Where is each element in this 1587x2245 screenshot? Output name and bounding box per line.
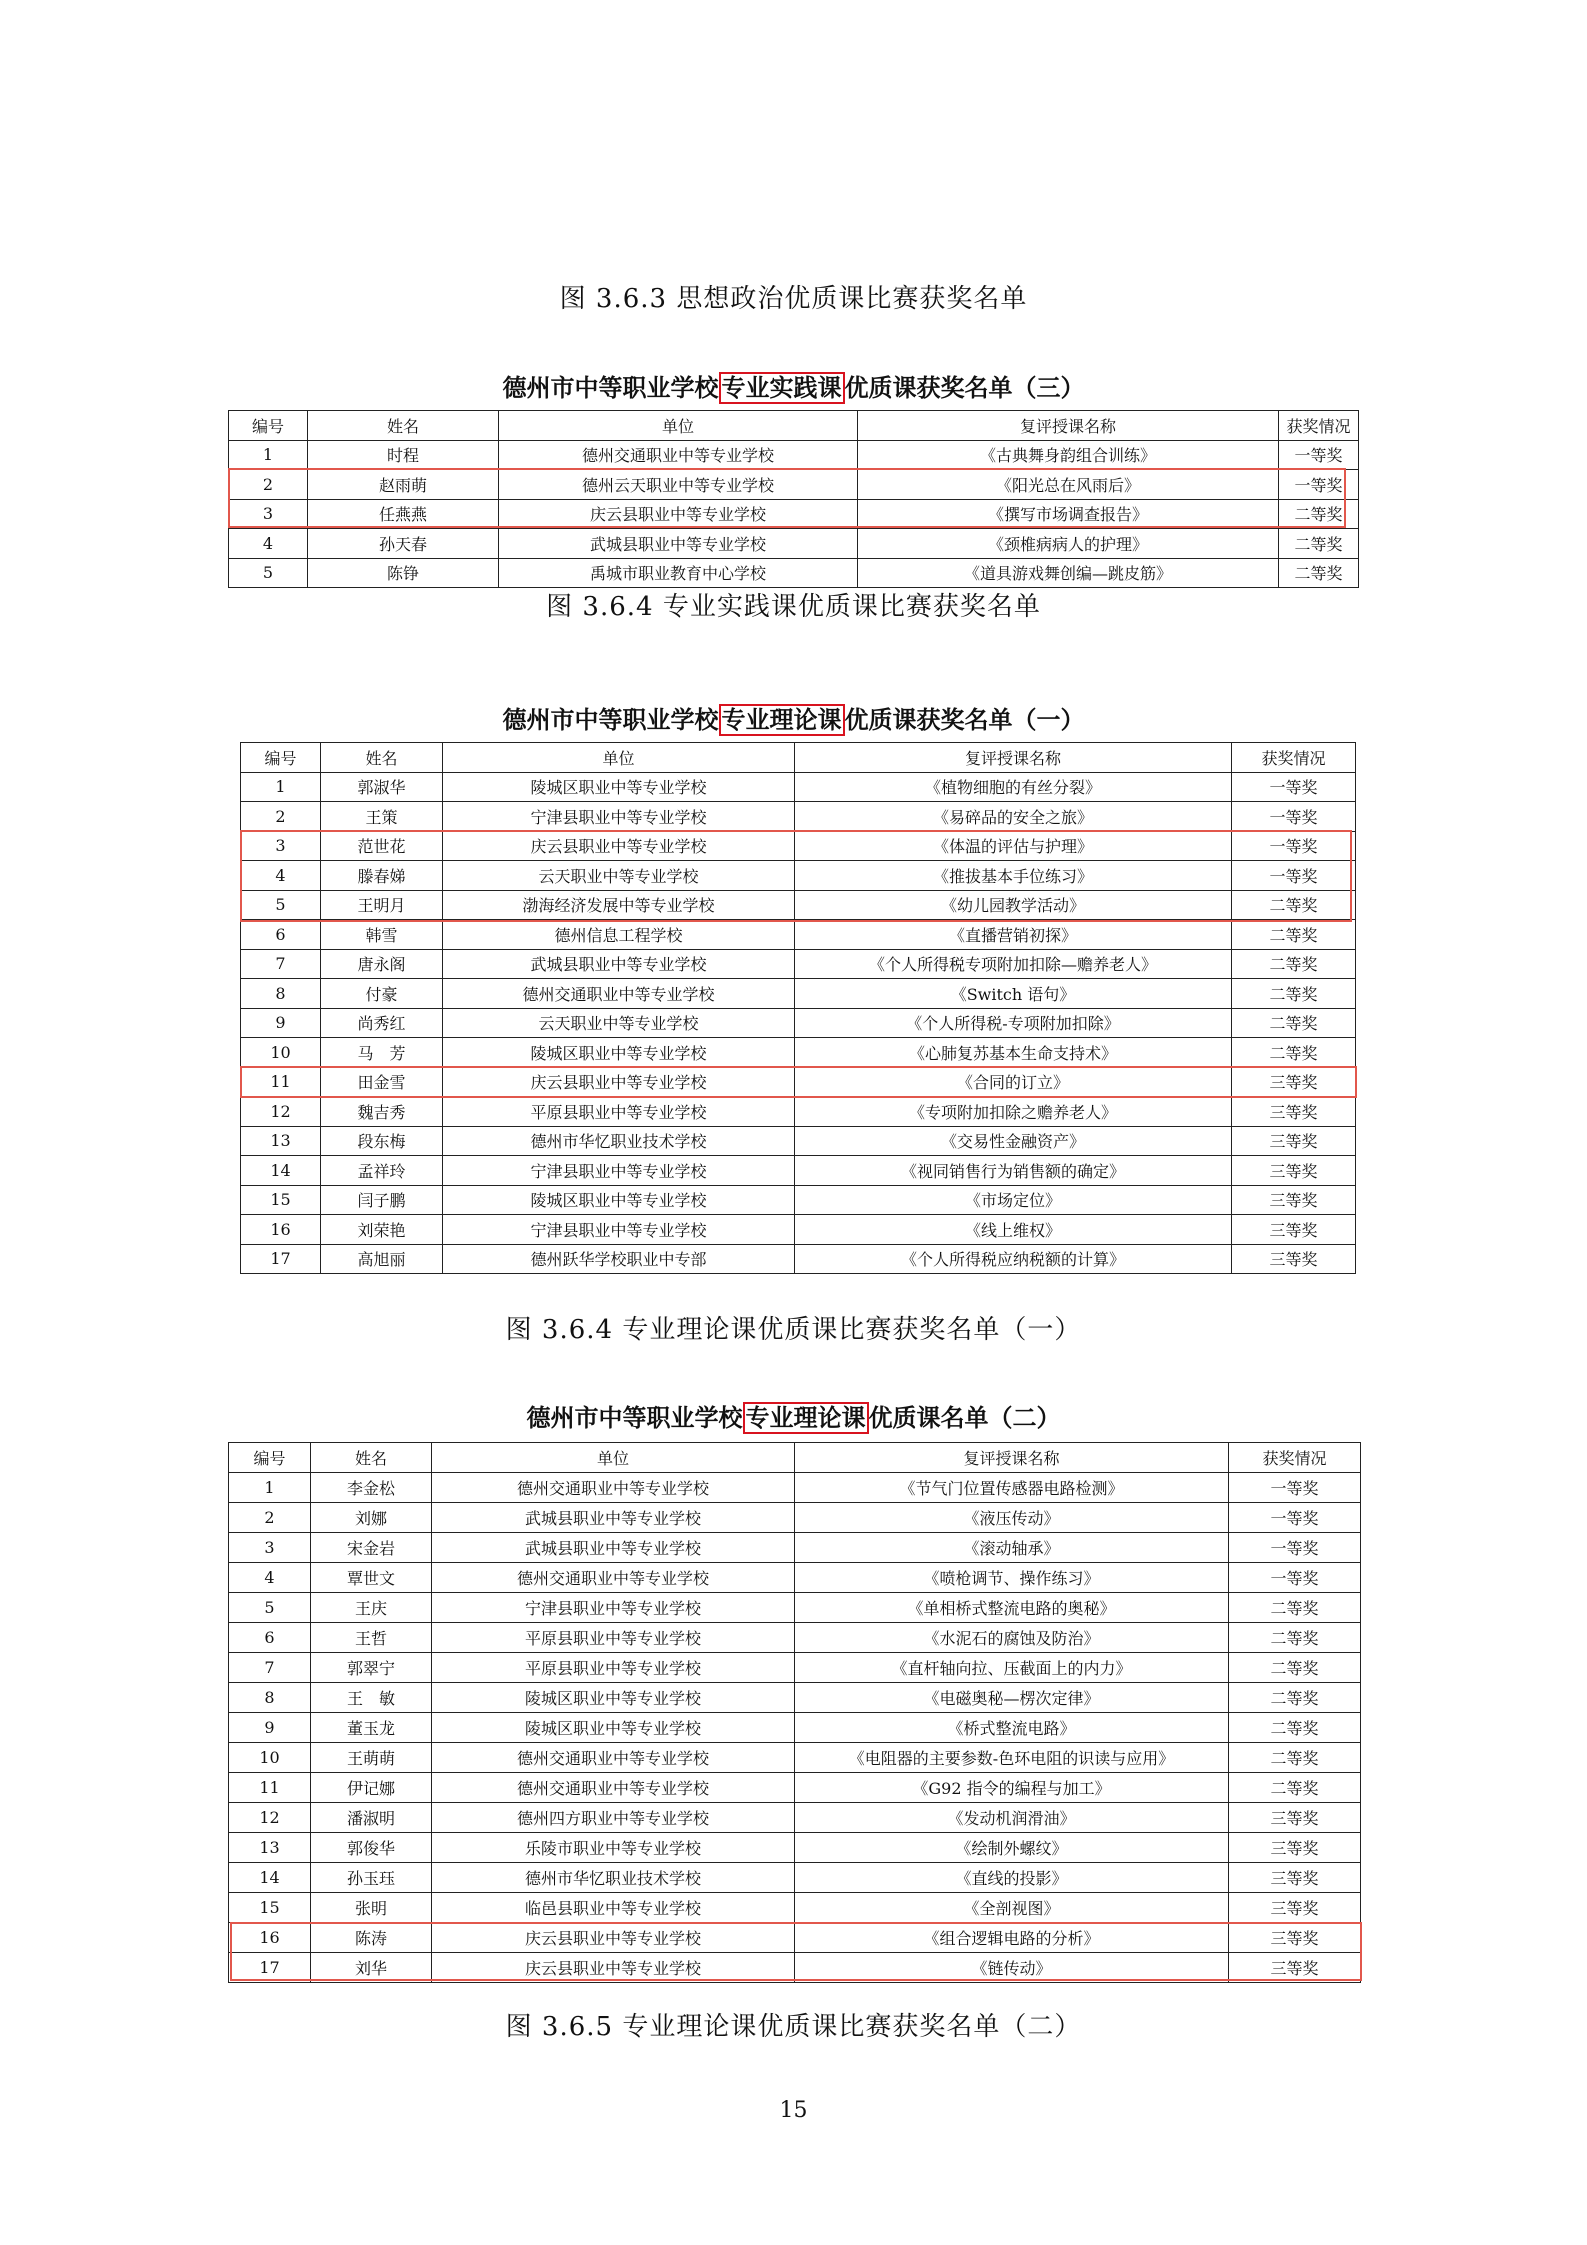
table2-title-post: 优质课获奖名单（一） — [844, 706, 1085, 734]
cell-school: 平原县职业中等专业学校 — [443, 1097, 795, 1127]
cell-award: 三等奖 — [1232, 1097, 1356, 1127]
cell-course: 《链传动》 — [795, 1953, 1229, 1983]
table1-title — [0, 368, 1587, 403]
cell-name: 马 芳 — [321, 1038, 443, 1068]
header-no: 编号 — [229, 1443, 311, 1473]
cell-school: 庆云县职业中等专业学校 — [432, 1923, 795, 1953]
cell-name: 张明 — [311, 1893, 432, 1923]
cell-course: 《植物细胞的有丝分裂》 — [795, 772, 1232, 802]
cell-award: 二等奖 — [1229, 1683, 1361, 1713]
cell-name: 唐永阁 — [321, 949, 443, 979]
cell-school: 德州交通职业中等专业学校 — [443, 979, 795, 1009]
cell-school: 临邑县职业中等专业学校 — [432, 1893, 795, 1923]
cell-award: 二等奖 — [1232, 979, 1356, 1009]
cell-no: 9 — [229, 1713, 311, 1743]
table-row — [229, 1863, 1361, 1893]
cell-course: 《Switch 语句》 — [795, 979, 1232, 1009]
cell-school: 陵城区职业中等专业学校 — [432, 1683, 795, 1713]
table2-header-row — [241, 743, 1356, 773]
cell-no: 4 — [229, 1563, 311, 1593]
cell-award: 二等奖 — [1229, 1593, 1361, 1623]
cell-course: 《桥式整流电路》 — [795, 1713, 1229, 1743]
table-row — [229, 1593, 1361, 1623]
cell-award: 三等奖 — [1232, 1156, 1356, 1186]
table3-title — [0, 1398, 1587, 1433]
cell-school: 云天职业中等专业学校 — [443, 1008, 795, 1038]
cell-school: 武城县职业中等专业学校 — [443, 949, 795, 979]
cell-course: 《专项附加扣除之赡养老人》 — [795, 1097, 1232, 1127]
table-row — [241, 1097, 1356, 1127]
cell-name: 王策 — [321, 802, 443, 832]
cell-name: 韩雪 — [321, 920, 443, 950]
cell-school: 乐陵市职业中等专业学校 — [432, 1833, 795, 1863]
cell-school: 陵城区职业中等专业学校 — [443, 1185, 795, 1215]
table-row — [241, 1244, 1356, 1274]
header-course: 复评授课名称 — [795, 1443, 1229, 1473]
cell-course: 《个人所得税-专项附加扣除》 — [795, 1008, 1232, 1038]
cell-school: 德州信息工程学校 — [443, 920, 795, 950]
cell-award: 二等奖 — [1232, 890, 1356, 920]
cell-school: 庆云县职业中等专业学校 — [499, 499, 858, 529]
cell-no: 8 — [241, 979, 321, 1009]
cell-name: 刘华 — [311, 1953, 432, 1983]
cell-course: 《视同销售行为销售额的确定》 — [795, 1156, 1232, 1186]
cell-school: 德州交通职业中等专业学校 — [432, 1773, 795, 1803]
cell-no: 5 — [229, 558, 308, 588]
caption-fig-3-6-3: 图 3.6.3 思想政治优质课比赛获奖名单 — [559, 284, 1028, 314]
table-row — [229, 1683, 1361, 1713]
cell-name: 孙玉珏 — [311, 1863, 432, 1893]
cell-course: 《撰写市场调查报告》 — [858, 499, 1279, 529]
cell-no: 16 — [241, 1215, 321, 1245]
table1-rows-highlight-box — [228, 468, 1346, 528]
caption-fig-3-6-5: 图 3.6.5 专业理论课优质课比赛获奖名单（二） — [505, 2012, 1082, 2042]
cell-school: 庆云县职业中等专业学校 — [443, 1067, 795, 1097]
cell-name: 范世花 — [321, 831, 443, 861]
table3-title-pre: 德州市中等职业学校 — [526, 1404, 743, 1432]
table2-title-highlight: 专业理论课 — [719, 704, 845, 736]
cell-course: 《液压传动》 — [795, 1503, 1229, 1533]
cell-course: 《直线的投影》 — [795, 1863, 1229, 1893]
cell-name: 孟祥玲 — [321, 1156, 443, 1186]
cell-name: 郭俊华 — [311, 1833, 432, 1863]
cell-school: 陵城区职业中等专业学校 — [443, 772, 795, 802]
cell-name: 高旭丽 — [321, 1244, 443, 1274]
table-row — [241, 1126, 1356, 1156]
header-name: 姓名 — [308, 411, 499, 441]
header-name: 姓名 — [311, 1443, 432, 1473]
cell-name: 付豪 — [321, 979, 443, 1009]
cell-award: 二等奖 — [1232, 1008, 1356, 1038]
cell-award: 一等奖 — [1279, 470, 1359, 500]
page-number: 15 — [779, 2098, 808, 2123]
table-row — [229, 1803, 1361, 1833]
cell-no: 17 — [241, 1244, 321, 1274]
cell-name: 陈涛 — [311, 1923, 432, 1953]
cell-no: 17 — [229, 1953, 311, 1983]
cell-course: 《全剖视图》 — [795, 1893, 1229, 1923]
table2-row-11-highlight-box — [240, 1066, 1357, 1098]
table2-title-pre: 德州市中等职业学校 — [502, 706, 719, 734]
cell-course: 《幼儿园教学活动》 — [795, 890, 1232, 920]
cell-school: 平原县职业中等专业学校 — [432, 1623, 795, 1653]
cell-no: 14 — [241, 1156, 321, 1186]
cell-no: 3 — [229, 1533, 311, 1563]
cell-award: 一等奖 — [1229, 1473, 1361, 1503]
cell-name: 王庆 — [311, 1593, 432, 1623]
cell-name: 李金松 — [311, 1473, 432, 1503]
table-row — [241, 1038, 1356, 1068]
cell-award: 三等奖 — [1229, 1893, 1361, 1923]
cell-award: 二等奖 — [1229, 1623, 1361, 1653]
table-row — [229, 529, 1359, 559]
header-award: 获奖情况 — [1279, 411, 1359, 441]
cell-no: 9 — [241, 1008, 321, 1038]
table3-rows-16-17-highlight-box — [230, 1922, 1362, 1981]
cell-name: 孙天春 — [308, 529, 499, 559]
table-row — [229, 1473, 1361, 1503]
cell-award: 二等奖 — [1232, 949, 1356, 979]
cell-school: 陵城区职业中等专业学校 — [443, 1038, 795, 1068]
table2 — [240, 742, 1356, 1274]
cell-school: 宁津县职业中等专业学校 — [443, 802, 795, 832]
cell-name: 王哲 — [311, 1623, 432, 1653]
cell-award: 三等奖 — [1232, 1126, 1356, 1156]
cell-award: 一等奖 — [1232, 802, 1356, 832]
cell-school: 德州交通职业中等专业学校 — [499, 440, 858, 470]
table-row — [241, 1215, 1356, 1245]
cell-award: 二等奖 — [1229, 1773, 1361, 1803]
table-row — [241, 1156, 1356, 1186]
cell-award: 一等奖 — [1232, 861, 1356, 891]
cell-school: 庆云县职业中等专业学校 — [443, 831, 795, 861]
cell-name: 田金雪 — [321, 1067, 443, 1097]
cell-award: 一等奖 — [1229, 1533, 1361, 1563]
cell-no: 10 — [241, 1038, 321, 1068]
cell-no: 16 — [229, 1923, 311, 1953]
cell-award: 二等奖 — [1279, 499, 1359, 529]
cell-course: 《单相桥式整流电路的奥秘》 — [795, 1593, 1229, 1623]
cell-school: 宁津县职业中等专业学校 — [432, 1593, 795, 1623]
table-row — [241, 772, 1356, 802]
cell-name: 刘荣艳 — [321, 1215, 443, 1245]
header-no: 编号 — [241, 743, 321, 773]
cell-school: 德州云天职业中等专业学校 — [499, 470, 858, 500]
cell-name: 闫子鹏 — [321, 1185, 443, 1215]
cell-no: 7 — [241, 949, 321, 979]
cell-course: 《交易性金融资产》 — [795, 1126, 1232, 1156]
table-row — [229, 558, 1359, 588]
cell-school: 德州交通职业中等专业学校 — [432, 1743, 795, 1773]
table-row — [229, 1503, 1361, 1533]
cell-award: 二等奖 — [1232, 920, 1356, 950]
cell-course: 《体温的评估与护理》 — [795, 831, 1232, 861]
cell-award: 三等奖 — [1229, 1923, 1361, 1953]
cell-no: 13 — [241, 1126, 321, 1156]
cell-award: 三等奖 — [1232, 1244, 1356, 1274]
table2-rows-3-5-highlight-box — [240, 830, 1352, 922]
cell-course: 《个人所得税应纳税额的计算》 — [795, 1244, 1232, 1274]
cell-award: 三等奖 — [1232, 1067, 1356, 1097]
cell-school: 德州交通职业中等专业学校 — [432, 1473, 795, 1503]
cell-no: 5 — [241, 890, 321, 920]
cell-no: 15 — [229, 1893, 311, 1923]
cell-no: 5 — [229, 1593, 311, 1623]
cell-award: 二等奖 — [1279, 529, 1359, 559]
table-row — [241, 1185, 1356, 1215]
cell-award: 一等奖 — [1279, 440, 1359, 470]
table1-title-pre: 德州市中等职业学校 — [502, 374, 719, 402]
table1-title-post: 优质课获奖名单（三） — [844, 374, 1085, 402]
table-row — [229, 1743, 1361, 1773]
cell-no: 15 — [241, 1185, 321, 1215]
cell-no: 4 — [229, 529, 308, 559]
table-row — [229, 1713, 1361, 1743]
cell-school: 德州四方职业中等专业学校 — [432, 1803, 795, 1833]
header-school: 单位 — [432, 1443, 795, 1473]
cell-course: 《水泥石的腐蚀及防治》 — [795, 1623, 1229, 1653]
cell-course: 《电磁奥秘—楞次定律》 — [795, 1683, 1229, 1713]
cell-course: 《心肺复苏基本生命支持术》 — [795, 1038, 1232, 1068]
cell-course: 《合同的订立》 — [795, 1067, 1232, 1097]
table-row — [229, 1833, 1361, 1863]
cell-no: 8 — [229, 1683, 311, 1713]
cell-name: 滕春娣 — [321, 861, 443, 891]
cell-course: 《电阻器的主要参数-色环电阻的识读与应用》 — [795, 1743, 1229, 1773]
cell-school: 武城县职业中等专业学校 — [432, 1503, 795, 1533]
table-row — [241, 949, 1356, 979]
cell-course: 《G92 指令的编程与加工》 — [795, 1773, 1229, 1803]
cell-award: 三等奖 — [1229, 1803, 1361, 1833]
table-row — [229, 1563, 1361, 1593]
header-school: 单位 — [443, 743, 795, 773]
header-award: 获奖情况 — [1229, 1443, 1361, 1473]
cell-name: 王萌萌 — [311, 1743, 432, 1773]
cell-no: 1 — [241, 772, 321, 802]
table2-title — [0, 700, 1587, 735]
cell-no: 6 — [229, 1623, 311, 1653]
cell-name: 赵雨萌 — [308, 470, 499, 500]
cell-course: 《颈椎病病人的护理》 — [858, 529, 1279, 559]
cell-course: 《喷枪调节、操作练习》 — [795, 1563, 1229, 1593]
table-row — [241, 920, 1356, 950]
cell-name: 王明月 — [321, 890, 443, 920]
cell-no: 11 — [229, 1773, 311, 1803]
table-row — [229, 1893, 1361, 1923]
cell-name: 潘淑明 — [311, 1803, 432, 1833]
cell-name: 刘娜 — [311, 1503, 432, 1533]
cell-award: 三等奖 — [1232, 1215, 1356, 1245]
cell-no: 10 — [229, 1743, 311, 1773]
cell-school: 宁津县职业中等专业学校 — [443, 1156, 795, 1186]
cell-award: 二等奖 — [1229, 1743, 1361, 1773]
cell-name: 陈铮 — [308, 558, 499, 588]
cell-award: 一等奖 — [1229, 1563, 1361, 1593]
cell-award: 二等奖 — [1229, 1653, 1361, 1683]
cell-school: 平原县职业中等专业学校 — [432, 1653, 795, 1683]
cell-no: 13 — [229, 1833, 311, 1863]
table-row — [229, 1773, 1361, 1803]
cell-no: 1 — [229, 1473, 311, 1503]
header-award: 获奖情况 — [1232, 743, 1356, 773]
cell-award: 一等奖 — [1232, 772, 1356, 802]
cell-no: 1 — [229, 440, 308, 470]
table3-title-highlight: 专业理论课 — [743, 1402, 869, 1434]
cell-no: 12 — [229, 1803, 311, 1833]
cell-course: 《滚动轴承》 — [795, 1533, 1229, 1563]
cell-course: 《直播营销初探》 — [795, 920, 1232, 950]
header-no: 编号 — [229, 411, 308, 441]
table3 — [228, 1442, 1361, 1983]
cell-no: 3 — [229, 499, 308, 529]
cell-award: 一等奖 — [1229, 1503, 1361, 1533]
table-row — [229, 1653, 1361, 1683]
cell-name: 尚秀红 — [321, 1008, 443, 1038]
table-row — [229, 440, 1359, 470]
cell-name: 董玉龙 — [311, 1713, 432, 1743]
cell-no: 2 — [229, 470, 308, 500]
cell-name: 段东梅 — [321, 1126, 443, 1156]
cell-no: 4 — [241, 861, 321, 891]
cell-course: 《推拔基本手位练习》 — [795, 861, 1232, 891]
cell-course: 《组合逻辑电路的分析》 — [795, 1923, 1229, 1953]
cell-school: 武城县职业中等专业学校 — [432, 1533, 795, 1563]
cell-award: 二等奖 — [1279, 558, 1359, 588]
cell-school: 禹城市职业教育中心学校 — [499, 558, 858, 588]
cell-school: 渤海经济发展中等专业学校 — [443, 890, 795, 920]
cell-name: 魏吉秀 — [321, 1097, 443, 1127]
table1-title-highlight: 专业实践课 — [719, 372, 845, 404]
cell-no: 14 — [229, 1863, 311, 1893]
cell-name: 任燕燕 — [308, 499, 499, 529]
cell-school: 德州交通职业中等专业学校 — [432, 1563, 795, 1593]
cell-no: 7 — [229, 1653, 311, 1683]
cell-name: 宋金岩 — [311, 1533, 432, 1563]
cell-school: 武城县职业中等专业学校 — [499, 529, 858, 559]
cell-course: 《阳光总在风雨后》 — [858, 470, 1279, 500]
cell-school: 德州市华忆职业技术学校 — [432, 1863, 795, 1893]
cell-school: 陵城区职业中等专业学校 — [432, 1713, 795, 1743]
cell-name: 伊记娜 — [311, 1773, 432, 1803]
cell-name: 王 敏 — [311, 1683, 432, 1713]
cell-school: 德州市华忆职业技术学校 — [443, 1126, 795, 1156]
cell-name: 郭翠宁 — [311, 1653, 432, 1683]
cell-school: 庆云县职业中等专业学校 — [432, 1953, 795, 1983]
cell-award: 一等奖 — [1232, 831, 1356, 861]
table3-title-post: 优质课名单（二） — [868, 1404, 1061, 1432]
table1-header-row — [229, 411, 1359, 441]
cell-course: 《古典舞身韵组合训练》 — [858, 440, 1279, 470]
cell-school: 云天职业中等专业学校 — [443, 861, 795, 891]
cell-course: 《直杆轴向拉、压截面上的内力》 — [795, 1653, 1229, 1683]
cell-award: 三等奖 — [1229, 1953, 1361, 1983]
table-row — [241, 979, 1356, 1009]
cell-course: 《个人所得税专项附加扣除—赡养老人》 — [795, 949, 1232, 979]
table-row — [241, 1008, 1356, 1038]
header-course: 复评授课名称 — [795, 743, 1232, 773]
header-school: 单位 — [499, 411, 858, 441]
cell-course: 《道具游戏舞创编—跳皮筋》 — [858, 558, 1279, 588]
cell-award: 二等奖 — [1232, 1038, 1356, 1068]
caption-fig-3-6-4-practice: 图 3.6.4 专业实践课优质课比赛获奖名单 — [546, 592, 1041, 622]
table3-header-row — [229, 1443, 1361, 1473]
cell-award: 三等奖 — [1229, 1863, 1361, 1893]
table-row — [229, 1533, 1361, 1563]
cell-no: 2 — [229, 1503, 311, 1533]
cell-course: 《市场定位》 — [795, 1185, 1232, 1215]
caption-fig-3-6-4-theory-1: 图 3.6.4 专业理论课优质课比赛获奖名单（一） — [505, 1315, 1082, 1345]
cell-award: 三等奖 — [1229, 1833, 1361, 1863]
cell-no: 6 — [241, 920, 321, 950]
cell-no: 2 — [241, 802, 321, 832]
cell-award: 三等奖 — [1232, 1185, 1356, 1215]
cell-school: 宁津县职业中等专业学校 — [443, 1215, 795, 1245]
cell-no: 12 — [241, 1097, 321, 1127]
header-course: 复评授课名称 — [858, 411, 1279, 441]
cell-no: 3 — [241, 831, 321, 861]
cell-award: 二等奖 — [1229, 1713, 1361, 1743]
cell-name: 覃世文 — [311, 1563, 432, 1593]
cell-course: 《线上维权》 — [795, 1215, 1232, 1245]
cell-course: 《绘制外螺纹》 — [795, 1833, 1229, 1863]
cell-school: 德州跃华学校职业中专部 — [443, 1244, 795, 1274]
table-row — [229, 1623, 1361, 1653]
cell-course: 《发动机润滑油》 — [795, 1803, 1229, 1833]
cell-course: 《易碎品的安全之旅》 — [795, 802, 1232, 832]
table-row — [241, 802, 1356, 832]
cell-no: 11 — [241, 1067, 321, 1097]
cell-name: 郭淑华 — [321, 772, 443, 802]
header-name: 姓名 — [321, 743, 443, 773]
cell-course: 《节气门位置传感器电路检测》 — [795, 1473, 1229, 1503]
cell-name: 时程 — [308, 440, 499, 470]
